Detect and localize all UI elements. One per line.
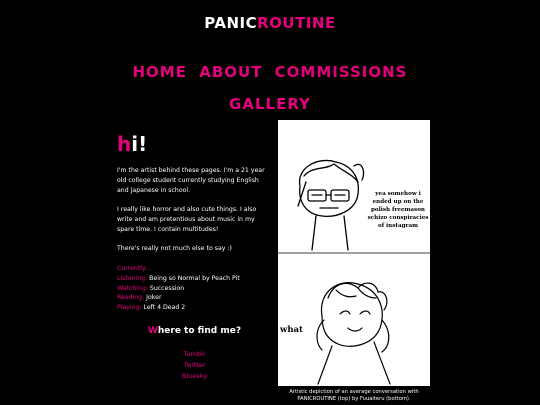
currently-heading: Currently...: [117, 264, 151, 272]
speech-reply-what: what: [280, 325, 303, 335]
link-twitter[interactable]: Twitter: [183, 360, 206, 369]
link-bluesky[interactable]: Bluesky: [181, 371, 208, 380]
brand-part-panic: PANIC: [204, 14, 258, 32]
currently-row-watching: [117, 284, 272, 294]
comic-image: [278, 120, 430, 386]
row-label: Reading:: [117, 294, 145, 302]
greeting-heading: [117, 132, 272, 156]
row-value: Succession: [149, 284, 185, 292]
speech-bubble-top: yea somehow i ended up on the polish freemason schizo conspiracies of instagram: [367, 191, 429, 229]
brand-part-routine: ROUTINE: [257, 14, 336, 32]
nav-home[interactable]: HOME: [132, 63, 187, 81]
greeting-h: h: [117, 132, 132, 156]
currently-row-listening: [117, 274, 272, 284]
find-rest: here to find me?: [157, 325, 242, 336]
main-nav: [0, 56, 540, 120]
top-character: [298, 160, 364, 250]
intro-paragraph-2: I really like horror and also cute things. I also write and am pretentious about music in my spare time. I contain multitudes!: [117, 206, 257, 233]
social-links: [117, 349, 272, 382]
currently-row-reading: [117, 293, 272, 303]
site-brand[interactable]: [0, 14, 540, 32]
find-me-heading: [117, 327, 272, 337]
nav-commissions[interactable]: COMMISSIONS: [274, 63, 408, 81]
row-value: Being so Normal by Peach Pit: [149, 274, 240, 282]
comic-caption: Artistic depiction of an average conversation with PANICROUTINE (top) by Fuuaiteru (bottom).: [289, 389, 419, 402]
link-tumblr[interactable]: Tumblr: [183, 349, 206, 358]
bottom-character: [317, 283, 390, 384]
nav-about[interactable]: ABOUT: [199, 63, 263, 81]
about-column: [117, 132, 272, 382]
row-label: Playing:: [117, 304, 142, 312]
row-label: Listening:: [117, 274, 148, 282]
currently-section: [117, 264, 272, 313]
row-value: Joker: [146, 294, 162, 302]
currently-row-playing: [117, 303, 272, 313]
row-value: Left 4 Dead 2: [143, 304, 186, 312]
row-label: Watching:: [117, 284, 148, 292]
intro-paragraph-1: I'm the artist behind these pages. I'm a 21 year old college student currently studying English and Japanese in school.: [117, 167, 265, 194]
comic-drawing: [278, 120, 430, 386]
intro-paragraph-3: There's really not much else to say :): [117, 245, 232, 253]
greeting-i: i!: [131, 132, 148, 156]
find-first-letter: W: [147, 325, 158, 336]
nav-gallery[interactable]: GALLERY: [229, 95, 311, 113]
